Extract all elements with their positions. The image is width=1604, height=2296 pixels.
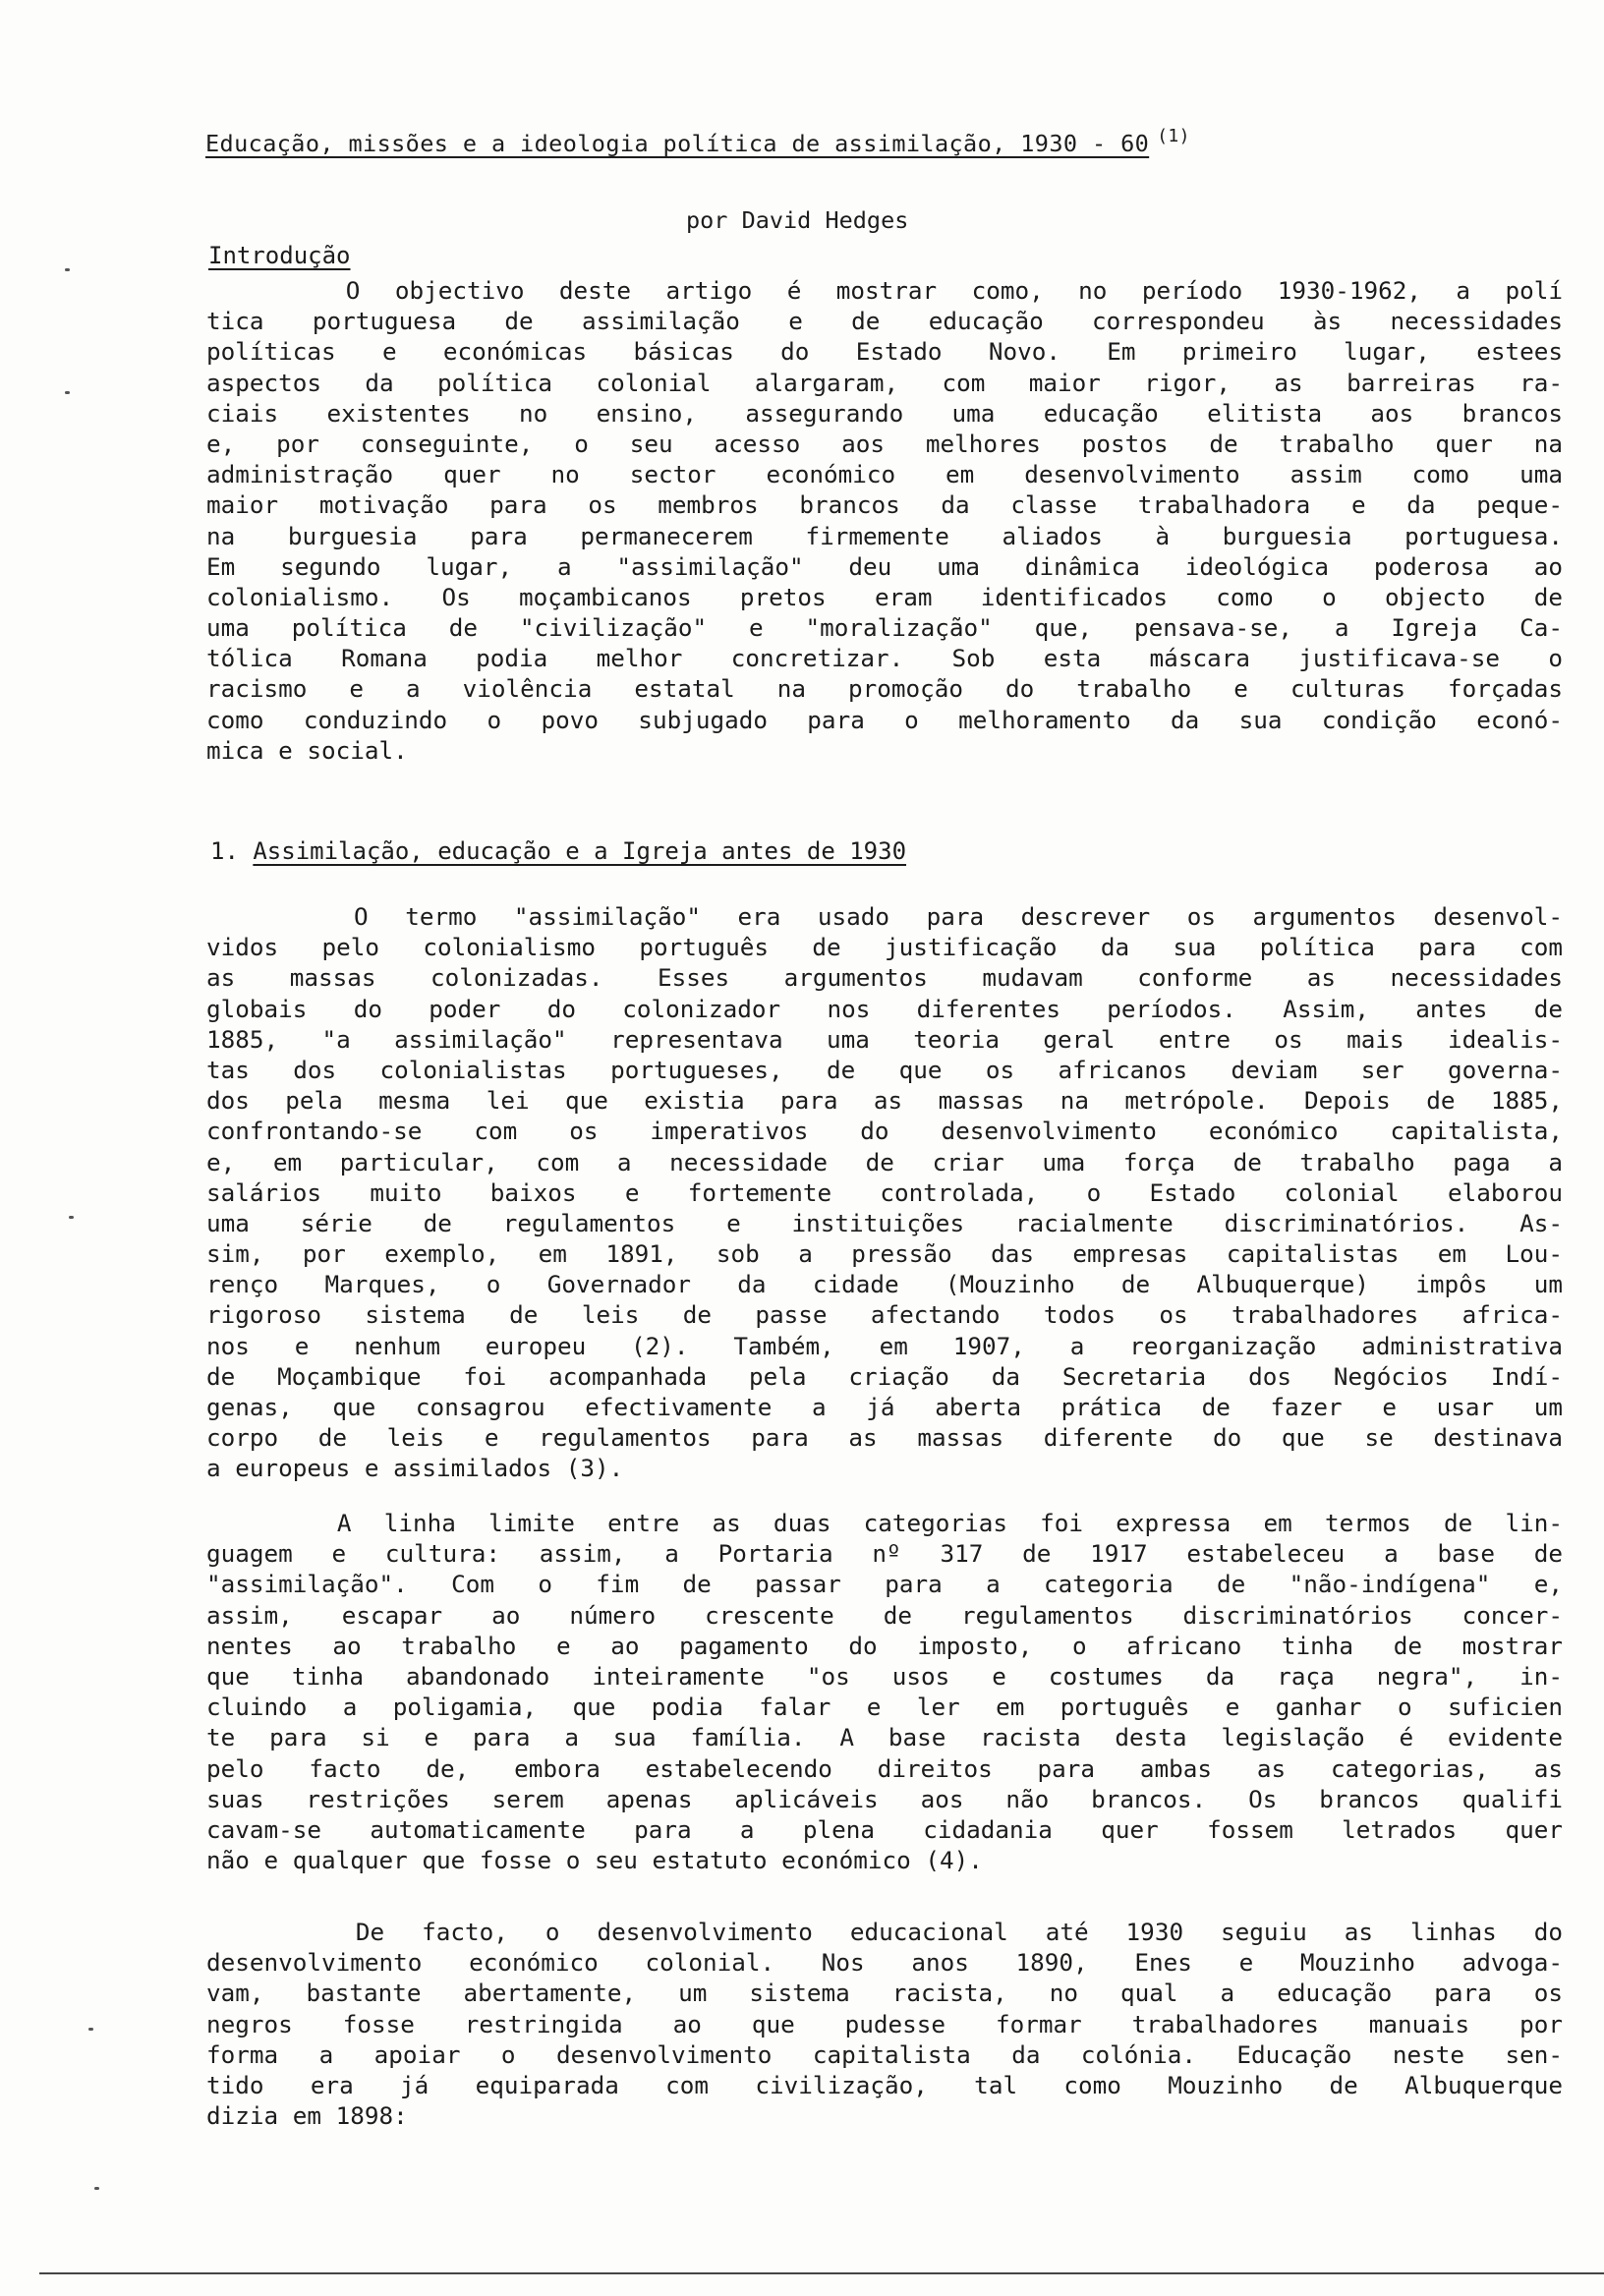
text-line: 1885, "a assimilação" representava uma teoria geral entre os mais idealis- xyxy=(206,1024,1563,1054)
paragraph-assimilation-term xyxy=(206,901,1563,1484)
text-line: políticas e económicas básicas do Estado Novo. Em primeiro lugar, estees xyxy=(206,337,1563,367)
text-line: rigoroso sistema de leis de passe afectando todos os trabalhadores africa- xyxy=(206,1300,1563,1330)
text-line: a europeus e assimilados (3). xyxy=(206,1454,624,1483)
text-line: Em segundo lugar, a "assimilação" deu uma dinâmica ideológica poderosa ao xyxy=(206,551,1563,581)
text-line: uma política de "civilização" e "moralização" que, pensava-se, a Igreja Ca- xyxy=(206,613,1563,643)
text-line: dizia em 1898: xyxy=(206,2101,408,2131)
scan-speck xyxy=(88,2028,93,2031)
text-line: e, por conseguinte, o seu acesso aos melhores postos de trabalho quer na xyxy=(206,429,1563,458)
text-line: genas, que consagrou efectivamente a já aberta prática de fazer e usar um xyxy=(206,1393,1563,1421)
text-line: vidos pelo colonialismo português de justificação da sua política para com xyxy=(206,933,1563,962)
text-line: administração quer no sector económico em desenvolvimento assim como uma xyxy=(206,460,1563,489)
text-line: de Moçambique foi acompanhada pela criação da Secretaria dos Negócios Indí- xyxy=(206,1361,1563,1391)
text-line: De facto, o desenvolvimento educacional até 1930 seguiu as linhas do xyxy=(206,1918,1563,1946)
text-line: maior motivação para os membros brancos da classe trabalhadora e da peque- xyxy=(206,490,1563,520)
text-line: confrontando-se com os imperativos do desenvolvimento económico capitalista, xyxy=(206,1117,1563,1146)
article-title-text: Educação, missões e a ideologia política de assimilação, 1930 - 60 xyxy=(205,130,1150,157)
section-heading xyxy=(210,837,906,865)
text-line: guagem e cultura: assim, a Portaria nº 317 de 1917 estabeleceu a base de xyxy=(206,1539,1563,1569)
text-line: salários muito baixos e fortemente controlada, o Estado colonial elaborou xyxy=(206,1177,1563,1207)
text-line: assim, escapar ao número crescente de regulamentos discriminatórios concer- xyxy=(206,1600,1563,1630)
article-title xyxy=(205,126,1190,157)
text-line: negros fosse restringida ao que pudesse formar trabalhadores manuais por xyxy=(206,2009,1563,2038)
text-line: mica e social. xyxy=(206,735,408,765)
scan-speck xyxy=(65,268,70,271)
text-line: globais do poder do colonizador nos diferentes períodos. Assim, antes de xyxy=(206,994,1563,1023)
section-heading-text: Assimilação, educação e a Igreja antes de 1930 xyxy=(253,837,907,865)
text-line: racismo e a violência estatal na promoção do trabalho e culturas forçadas xyxy=(206,674,1563,704)
text-line: que tinha abandonado inteiramente "os usos e costumes da raça negra", in- xyxy=(206,1661,1563,1691)
text-line: corpo de leis e regulamentos para as massas diferente do que se destinava xyxy=(206,1423,1563,1453)
text-line: vam, bastante abertamente, um sistema racista, no qual a educação para os xyxy=(206,1979,1563,2008)
scan-speck xyxy=(65,391,70,394)
text-line: tica portuguesa de assimilação e de educação correspondeu às necessidades xyxy=(206,307,1563,336)
text-line: A linha limite entre as duas categorias foi expressa em termos de lin- xyxy=(206,1509,1563,1537)
article-author: por David Hedges xyxy=(686,206,909,234)
text-line: nentes ao trabalho e ao pagamento do imposto, o africano tinha de mostrar xyxy=(206,1631,1563,1660)
text-line: "assimilação". Com o fim de passar para a categoria de "não-indígena" e, xyxy=(206,1570,1563,1599)
text-line: desenvolvimento económico colonial. Nos anos 1890, Enes e Mouzinho advoga- xyxy=(206,1948,1563,1978)
paragraph-intro xyxy=(206,275,1563,766)
text-line: tido era já equiparada com civilização, tal como Mouzinho de Albuquerque xyxy=(206,2070,1563,2099)
text-line: as massas colonizadas. Esses argumentos mudavam conforme as necessidades xyxy=(206,963,1563,993)
text-line: tólica Romana podia melhor concretizar. Sob esta máscara justificava-se o xyxy=(206,644,1563,673)
text-line: uma série de regulamentos e instituições racialmente discriminatórios. As- xyxy=(206,1208,1563,1237)
paragraph-educational-development xyxy=(206,1917,1563,2131)
scan-speck xyxy=(69,1216,74,1219)
text-line: cavam-se automaticamente para a plena cidadania quer fossem letrados quer xyxy=(206,1814,1563,1844)
text-line: dos pela mesma lei que existia para as massas na metrópole. Depois de 1885, xyxy=(206,1086,1563,1116)
scan-speck xyxy=(94,2187,99,2190)
text-line: suas restrições serem apenas aplicáveis aos não brancos. Os brancos qualifi xyxy=(206,1784,1563,1813)
text-line: na burguesia para permanecerem firmemente aliados à burguesia portuguesa. xyxy=(206,521,1563,550)
text-line: e, em particular, com a necessidade de criar uma força de trabalho paga a xyxy=(206,1147,1563,1177)
text-line: O termo "assimilação" era usado para descrever os argumentos desenvol- xyxy=(206,902,1563,931)
text-line: tas dos colonialistas portugueses, de que os africanos deviam ser governa- xyxy=(206,1055,1563,1084)
introduction-heading: Introdução xyxy=(208,242,351,269)
section-number: 1. xyxy=(210,837,239,865)
text-line: nos e nenhum europeu (2). Também, em 1907, a reorganização administrativa xyxy=(206,1331,1563,1360)
title-footnote-marker: (1) xyxy=(1157,126,1190,146)
text-line: forma a apoiar o desenvolvimento capitalista da colónia. Educação neste sen- xyxy=(206,2039,1563,2069)
page-bottom-rule xyxy=(39,2272,1604,2274)
text-line: não e qualquer que fosse o seu estatuto económico (4). xyxy=(206,1846,983,1875)
text-line: como conduzindo o povo subjugado para o melhoramento da sua condição econó- xyxy=(206,705,1563,734)
text-line: aspectos da política colonial alargaram, com maior rigor, as barreiras ra- xyxy=(206,368,1563,397)
text-line: pelo facto de, embora estabelecendo direitos para ambas as categorias, as xyxy=(206,1753,1563,1783)
paragraph-category-line xyxy=(206,1508,1563,1875)
text-line: cluindo a poligamia, que podia falar e ler em português e ganhar o suficien xyxy=(206,1693,1563,1722)
text-line: renço Marques, o Governador da cidade (Mouzinho de Albuquerque) impôs um xyxy=(206,1270,1563,1299)
text-line: colonialismo. Os moçambicanos pretos eram identificados como o objecto de xyxy=(206,582,1563,611)
text-line: te para si e para a sua família. A base racista desta legislação é evidente xyxy=(206,1723,1563,1752)
text-line: ciais existentes no ensino, assegurando uma educação elitista aos brancos xyxy=(206,398,1563,428)
text-line: sim, por exemplo, em 1891, sob a pressão das empresas capitalistas em Lou- xyxy=(206,1239,1563,1269)
text-line: O objectivo deste artigo é mostrar como, no período 1930-1962, a polí xyxy=(206,276,1563,305)
